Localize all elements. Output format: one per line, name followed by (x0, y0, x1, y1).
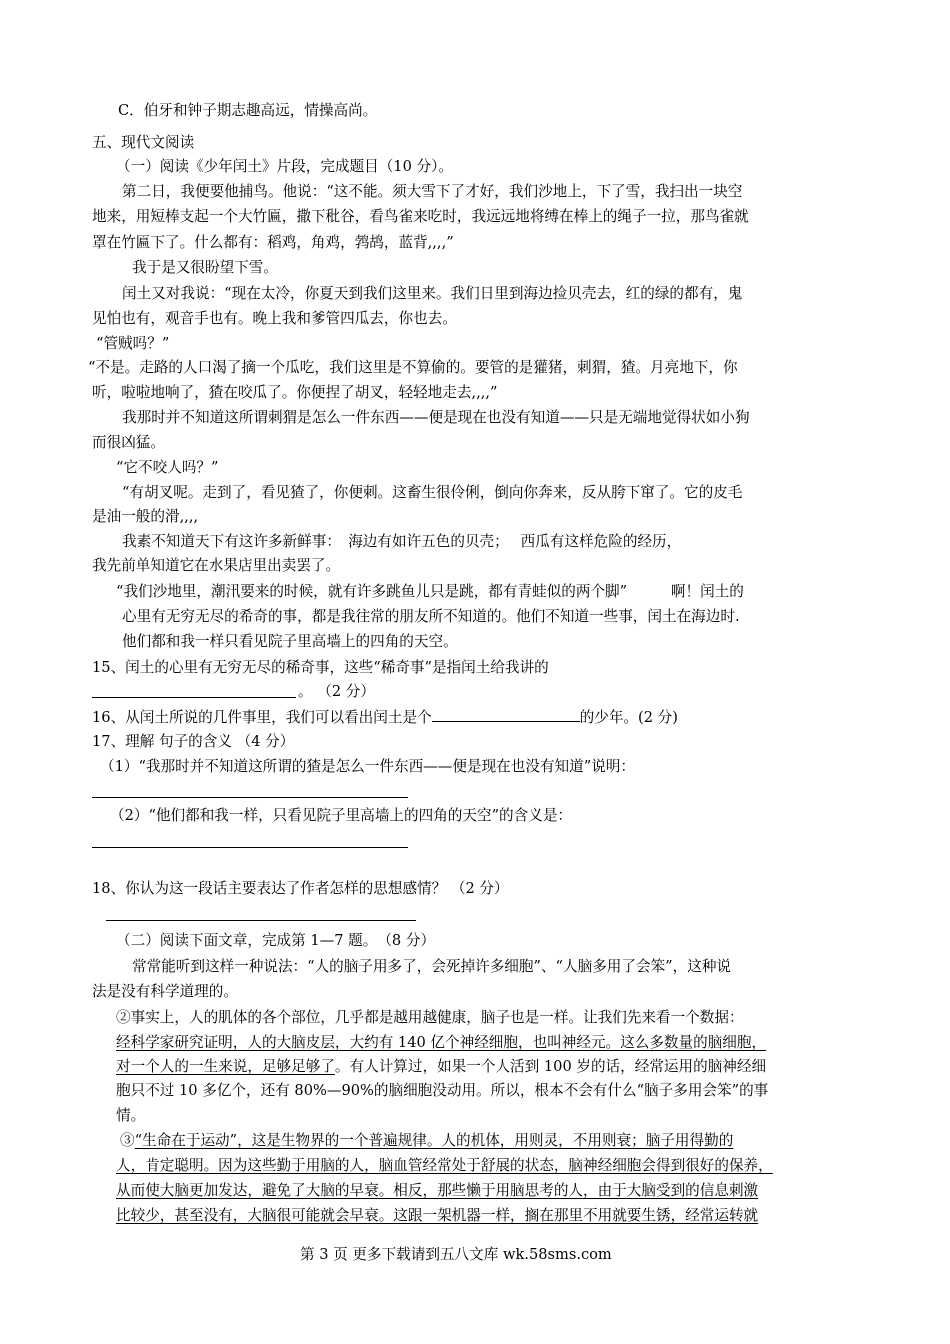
passage-line: 是油一般的滑,,,, (92, 508, 199, 525)
passage-line: “不是。走路的人口渴了摘一个瓜吃，我们这里是不算偷的。要管的是獾猪，刺猬，猹。月亮地下，你 (88, 359, 738, 376)
section-heading: 五、现代文阅读 (92, 134, 195, 151)
article-line: 情。 (116, 1107, 146, 1124)
page-footer: 第 3 页 更多下载请到五八文库 wk.58sms.com (300, 1246, 612, 1263)
passage-line: 见怕也有，观音手也有。晚上我和爹管四瓜去，你也去。 (92, 310, 457, 327)
question-15-score: 。 （2 分） (298, 683, 375, 700)
question-16-text: 16、从闰土所说的几件事里，我们可以看出闰土是个 (92, 709, 432, 726)
article-line-underlined: 比较少，甚至没有，大脑很可能就会早衰。这跟一架机器一样，搁在那里不用就要生锈，经常运转就 (116, 1207, 759, 1224)
question-17: 17、理解 句子的含义 （4 分） (92, 733, 295, 750)
question-16-tail: 的少年。(2 分) (579, 709, 678, 726)
answer-blank-16[interactable] (432, 707, 580, 722)
passage-line: “管贼吗？” (96, 335, 170, 352)
answer-blank-17-2[interactable] (92, 847, 408, 848)
article-line (120, 1131, 733, 1151)
passage-line: 我素不知道天下有这许多新鲜事： 海边有如许五色的贝壳； 西瓜有这样危险的经历， (122, 533, 682, 550)
passage-line: 他们都和我一样只看见院子里高墙上的四角的天空。 (122, 633, 458, 650)
article-line: 胞只不过 10 多亿个，还有 80%—90%的脑细胞没动用。所以，根本不会有什么“脑子多用会笨”的事 (116, 1082, 769, 1099)
question-17-part-1: （1）“我那时并不知道这所谓的猹是怎么一件东西——便是现在也没有知道”说明： (100, 758, 635, 775)
passage-line: 我那时并不知道这所谓刺猬是怎么一件东西——便是现在也没有知道——只是无端地觉得状如小狗 (122, 409, 750, 426)
passage-line: 而很凶猛。 (92, 434, 165, 451)
underlined-sentence: “生命在于运动”，这是生物界的一个普遍规律。人的机体，用则灵，不用则衰；脑子用得勤的 (134, 1132, 734, 1149)
answer-blank-17-1[interactable] (92, 797, 408, 798)
article-line-underlined: 经科学家研究证明，人的大脑皮层，大约有 140 亿个神经细胞，也叫神经元。这么多数量的脑细胞， (116, 1034, 767, 1051)
question-17-part-2: （2）“他们都和我一样，只看见院子里高墙上的四角的天空”的含义是： (110, 807, 573, 824)
passage-line: 我先前单知道它在水果店里出卖罢了。 (92, 557, 341, 574)
passage-line: 听，啦啦地响了，猹在咬瓜了。你便捏了胡叉，轻轻地走去,,,,” (92, 384, 498, 401)
passage-line: 闰土又对我说：“现在太冷，你夏天到我们这里来。我们日里到海边捡贝壳去，红的绿的都有，鬼 (122, 285, 743, 302)
underlined-phrase: 对一个人的一生来说，足够足够了 (116, 1058, 335, 1075)
question-15: 15、闰土的心里有无穷无尽的稀奇事，这些“稀奇事”是指闰土给我讲的 (92, 659, 549, 676)
article-line-underlined: 从而使大脑更加发达，避免了大脑的早衰。相反，那些懒于用脑思考的人，由于大脑受到的信息刺激 (116, 1182, 759, 1199)
passage-line: 地来，用短棒支起一个大竹匾，撒下秕谷，看鸟雀来吃时，我远远地将缚在棒上的绳子一拉，那鸟雀就 (92, 208, 749, 225)
answer-blank-18[interactable] (106, 920, 416, 921)
option-c: C．伯牙和钟子期志趣高远，情操高尚。 (118, 102, 378, 119)
article-line-rest: 。有人计算过，如果一个人活到 100 岁的话，经常运用的脑神经细 (334, 1058, 767, 1075)
article-line: 常常能听到这样一种说法：“人的脑子用多了，会死掉许多细胞”、“人脑多用了会笨”，这种说 (132, 958, 732, 975)
article-line (116, 1057, 766, 1077)
passage-line: 我于是又很盼望下雪。 (132, 259, 278, 276)
article-line-underlined: 人，肯定聪明。因为这些勤于用脑的人，脑血管经常处于舒展的状态，脑神经细胞会得到很好的保养， (116, 1157, 773, 1174)
question-16 (92, 707, 678, 728)
passage-line: 第二日，我便要他捕鸟。他说：“这不能。须大雪下了才好，我们沙地上，下了雪，我扫出一块空 (122, 183, 743, 200)
question-18: 18、你认为这一段话主要表达了作者怎样的思想感情？ （2 分） (92, 880, 509, 897)
passage-line: 心里有无穷无尽的希奇的事，都是我往常的朋友所不知道的。他们不知道一些事，闰土在海边时. (122, 608, 740, 625)
paragraph-marker: ③ (120, 1132, 135, 1149)
answer-blank-15[interactable] (92, 697, 296, 698)
passage-line: “我们沙地里，潮汛要来的时候，就有许多跳鱼儿只是跳，都有青蛙似的两个脚” 啊！闰土的 (116, 583, 744, 600)
passage-line: “有胡叉呢。走到了，看见猹了，你便刺。这畜生很伶俐，倒向你奔来，反从胯下窜了。它的皮毛 (122, 484, 743, 501)
article-line: 法是没有科学道理的。 (92, 983, 238, 1000)
article-line: ②事实上，人的肌体的各个部位，几乎都是越用越健康，脑子也是一样。让我们先来看一个数据： (116, 1009, 744, 1026)
passage-line: 罩在竹匾下了。什么都有：稻鸡，角鸡，鹁鸪，蓝背,,,,” (92, 234, 454, 251)
subsection-heading-1: （一）阅读《少年闰土》片段，完成题目（10 分）。 (116, 158, 453, 175)
passage-line: “它不咬人吗？” (116, 459, 219, 476)
subsection-heading-2: （二）阅读下面文章，完成第 1—7 题。 （8 分） (116, 932, 436, 949)
